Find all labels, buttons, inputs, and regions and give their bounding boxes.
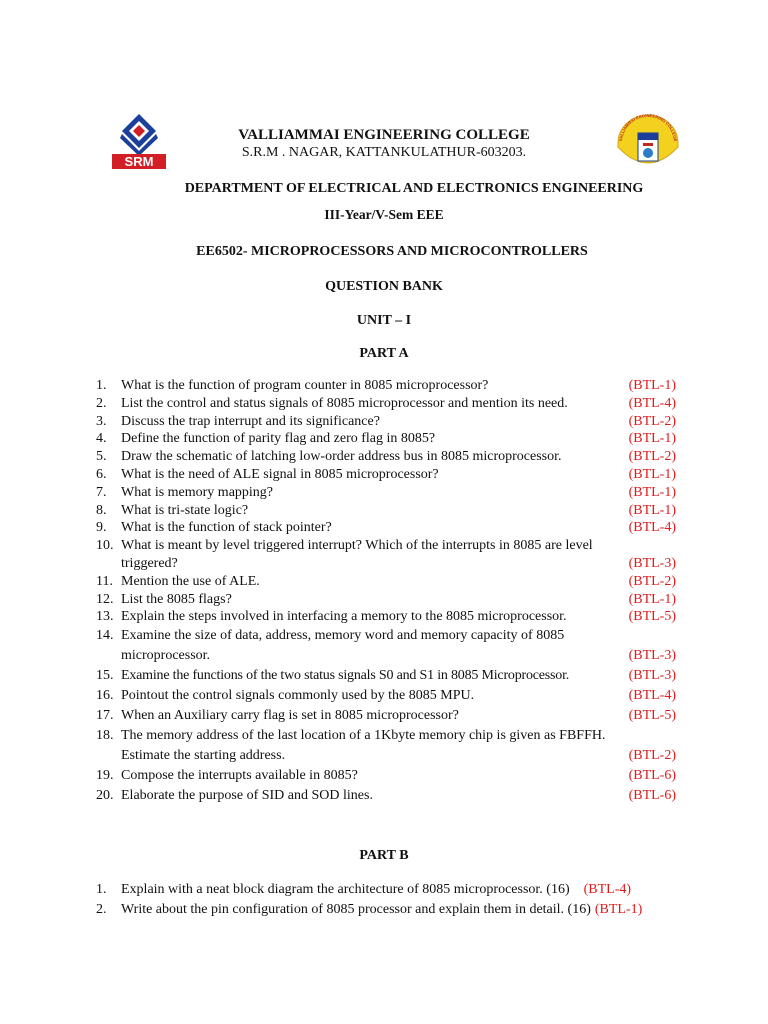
question-item [96, 900, 716, 920]
btl-level: (BTL-1) [628, 591, 676, 607]
question-item [96, 466, 696, 484]
question-text: Discuss the trap interrupt and its significance? [121, 413, 380, 429]
part-a-question-list [96, 377, 696, 806]
question-item [96, 519, 696, 537]
question-item [96, 502, 696, 520]
document-title: QUESTION BANK [325, 279, 443, 294]
btl-level: (BTL-3) [628, 555, 676, 571]
question-text: Mention the use of ALE. [121, 573, 260, 589]
question-item [96, 484, 696, 502]
question-number: 14. [96, 628, 114, 644]
question-text: What is meant by level triggered interrupt? Which of the interrupts in 8085 are level triggered? [121, 538, 593, 571]
question-text-content: Write about the pin configuration of 8085 processor and explain them in detail. (16) [121, 902, 591, 917]
question-number: 9. [96, 520, 107, 536]
department-title: DEPARTMENT OF ELECTRICAL AND ELECTRONICS ENGINEERING [184, 181, 644, 196]
btl-level: (BTL-1) [628, 378, 676, 393]
btl-level: (BTL-2) [628, 413, 676, 429]
btl-level: (BTL-4) [628, 688, 676, 704]
question-item [96, 430, 696, 448]
btl-level: (BTL-1) [594, 902, 643, 917]
college-crest-text: VALLIAMMAI ENGINEERING COLLEGE [618, 113, 678, 142]
question-number: 19. [96, 768, 114, 784]
btl-level: (BTL-5) [628, 708, 676, 724]
question-text [121, 900, 716, 920]
btl-level: (BTL-3) [628, 648, 676, 664]
question-text: What is the function of stack pointer? [121, 520, 332, 536]
question-text: What is the function of program counter in 8085 microprocessor? [121, 378, 489, 393]
btl-level: (BTL-4) [628, 520, 676, 536]
question-item [96, 686, 696, 706]
question-text: Examine the functions of the two status signals S0 and S1 in 8085 Microprocessor. [121, 668, 570, 684]
question-number: 2. [96, 395, 107, 411]
question-item [96, 448, 696, 466]
question-item [96, 413, 696, 431]
btl-level: (BTL-2) [628, 573, 676, 589]
question-item [96, 573, 696, 591]
question-item [96, 395, 696, 413]
question-text [121, 880, 716, 900]
srm-logo-text: SRM [124, 154, 154, 169]
question-text: Compose the interrupts available in 8085? [121, 768, 358, 784]
btl-level: (BTL-5) [628, 609, 676, 625]
question-item [96, 608, 696, 626]
question-text: Draw the schematic of latching low-order address bus in 8085 microprocessor. [121, 449, 562, 465]
college-address: S.R.M . NAGAR, KATTANKULATHUR-603203. [241, 145, 527, 160]
question-number: 2. [96, 902, 107, 917]
part-a-heading: PART A [359, 346, 409, 361]
btl-level: (BTL-4) [628, 395, 676, 411]
question-number: 10. [96, 538, 114, 554]
question-number: 11. [96, 573, 113, 589]
question-number: 20. [96, 788, 114, 804]
question-text: List the control and status signals of 8085 microprocessor and mention its need. [121, 395, 568, 411]
btl-level: (BTL-6) [628, 768, 676, 784]
question-item [96, 537, 696, 573]
btl-level: (BTL-2) [628, 449, 676, 465]
question-item [96, 726, 696, 766]
btl-level: (BTL-1) [628, 466, 676, 482]
part-b-heading: PART B [359, 848, 409, 863]
question-item [96, 766, 696, 786]
question-number: 4. [96, 431, 107, 447]
question-item [96, 377, 696, 395]
question-number: 18. [96, 728, 114, 744]
question-number: 5. [96, 449, 107, 465]
question-number: 6. [96, 466, 107, 482]
question-number: 12. [96, 591, 114, 607]
btl-level: (BTL-4) [583, 882, 632, 897]
question-text: When an Auxiliary carry flag is set in 8085 microprocessor? [121, 708, 459, 724]
question-text: Elaborate the purpose of SID and SOD lines. [121, 788, 373, 804]
question-text: What is the need of ALE signal in 8085 microprocessor? [121, 466, 439, 482]
btl-level: (BTL-1) [628, 502, 676, 518]
subject-title: EE6502- MICROPROCESSORS AND MICROCONTROLLERS [196, 244, 588, 259]
question-number: 1. [96, 378, 107, 393]
question-item [96, 786, 696, 806]
question-number: 13. [96, 609, 114, 625]
question-number: 16. [96, 688, 114, 704]
btl-level: (BTL-6) [628, 788, 676, 804]
question-text: Explain the steps involved in interfacing a memory to the 8085 microprocessor. [121, 609, 567, 625]
question-text-content: Explain with a neat block diagram the architecture of 8085 microprocessor. (16) [121, 882, 570, 897]
question-number: 17. [96, 708, 114, 724]
btl-level: (BTL-1) [628, 484, 676, 500]
part-b-question-list [96, 880, 716, 920]
btl-level: (BTL-3) [628, 668, 676, 684]
question-text: Pointout the control signals commonly used by the 8085 MPU. [121, 688, 475, 704]
question-number: 7. [96, 484, 107, 500]
question-text: Define the function of parity flag and zero flag in 8085? [121, 431, 436, 447]
btl-level: (BTL-1) [628, 431, 676, 447]
question-item [96, 666, 696, 686]
question-item [96, 706, 696, 726]
unit-heading: UNIT – I [356, 313, 412, 328]
college-name: VALLIAMMAI ENGINEERING COLLEGE [238, 127, 530, 143]
question-text: List the 8085 flags? [121, 591, 232, 607]
question-number: 3. [96, 413, 107, 429]
question-text: The memory address of the last location of a 1Kbyte memory chip is given as FBFFH. Estimate the starting address. [121, 728, 606, 764]
question-item [96, 880, 716, 900]
question-text: Examine the size of data, address, memory word and memory capacity of 8085 microprocessor. [121, 628, 565, 664]
question-text: What is tri-state logic? [121, 502, 249, 518]
question-text: What is memory mapping? [121, 484, 274, 500]
question-number: 8. [96, 502, 107, 518]
question-number: 15. [96, 668, 114, 684]
question-item [96, 591, 696, 609]
year-semester: III-Year/V-Sem EEE [324, 207, 444, 222]
question-number: 1. [96, 882, 107, 897]
btl-level: (BTL-2) [628, 748, 676, 764]
question-item [96, 626, 696, 666]
